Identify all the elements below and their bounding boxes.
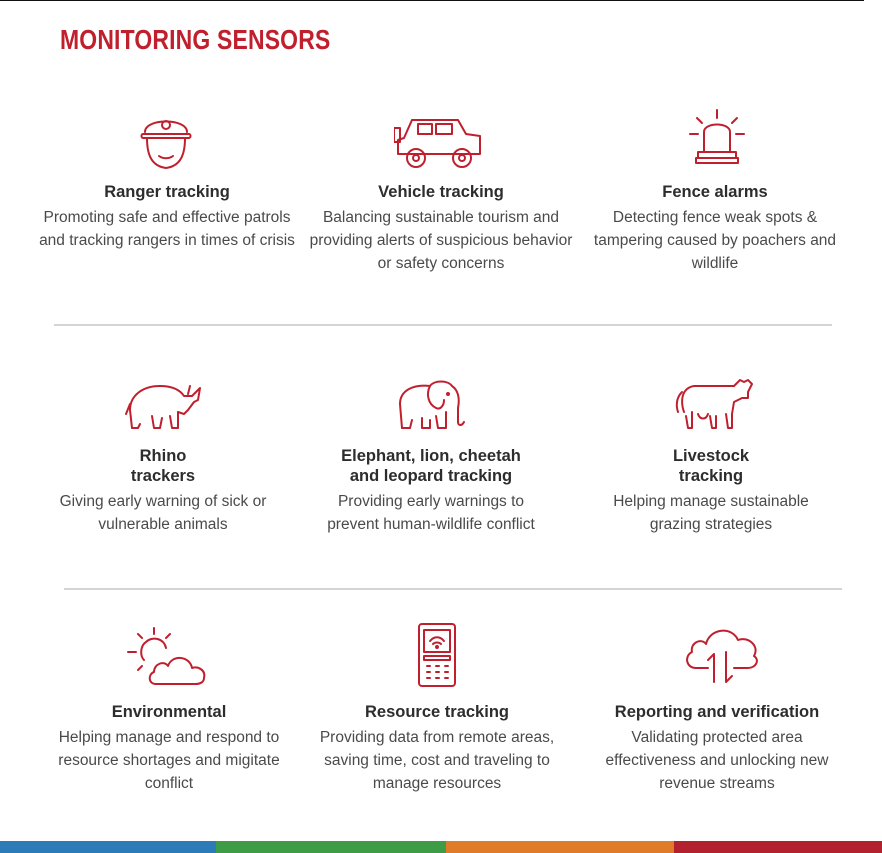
- card-description: Providing early warnings to prevent human-wildlife conflict: [327, 493, 535, 533]
- alarm-light-icon: [672, 108, 762, 174]
- card-description: Helping manage sustainable grazing strategies: [613, 493, 809, 533]
- elephant-icon: [386, 374, 476, 440]
- card-reporting-verification: [582, 702, 852, 795]
- card-rhino-trackers: [28, 446, 298, 536]
- card-title: Ranger tracking: [104, 183, 230, 201]
- card-description: Giving early warning of sick or vulnerable animals: [59, 493, 267, 533]
- footer-color-bar: [0, 841, 882, 853]
- card-description: Detecting fence weak spots & tampering caused by poachers and wildlife: [593, 209, 837, 272]
- color-bar-blue: [0, 841, 216, 853]
- card-description: Balancing sustainable tourism and providing alerts of suspicious behavior or safety concerns: [309, 209, 573, 272]
- page-title: MONITORING SENSORS: [60, 24, 331, 55]
- card-fence-alarms: [580, 182, 850, 275]
- vehicle-icon: [394, 110, 484, 176]
- sun-cloud-icon: [124, 624, 214, 690]
- card-description: Helping manage and respond to resource shortages and migitate conflict: [58, 729, 280, 792]
- handheld-device-icon: [392, 622, 482, 688]
- card-animal-tracking: [296, 446, 566, 536]
- card-title: Fence alarms: [662, 183, 768, 201]
- card-vehicle-tracking: [306, 182, 576, 275]
- card-title: Vehicle tracking: [378, 183, 504, 201]
- card-livestock-tracking: [576, 446, 846, 536]
- card-environmental: [34, 702, 304, 795]
- cloud-sync-icon: [676, 622, 766, 688]
- card-resource-tracking: [302, 702, 572, 795]
- card-title: Elephant, lion, cheetah and leopard tracking: [341, 447, 521, 485]
- card-description: Promoting safe and effective patrols and tracking rangers in times of crisis: [39, 209, 295, 249]
- card-description: Providing data from remote areas, saving time, cost and traveling to manage resources: [319, 729, 555, 792]
- top-rule: [0, 0, 864, 1]
- color-bar-green: [216, 841, 446, 853]
- rhino-icon: [118, 374, 208, 440]
- card-title: Resource tracking: [365, 703, 509, 721]
- cow-icon: [670, 372, 760, 438]
- card-title: Reporting and verification: [614, 703, 820, 721]
- card-ranger-tracking: [32, 182, 302, 252]
- ranger-icon: [121, 110, 211, 176]
- card-title: Livestock tracking: [672, 447, 750, 485]
- row-divider: [54, 324, 832, 326]
- card-title: Environmental: [111, 703, 227, 721]
- card-title: Rhino trackers: [130, 447, 196, 485]
- color-bar-orange: [446, 841, 674, 853]
- row-divider: [64, 588, 842, 590]
- card-description: Validating protected area effectiveness and unlocking new revenue streams: [605, 729, 829, 792]
- color-bar-red: [674, 841, 882, 853]
